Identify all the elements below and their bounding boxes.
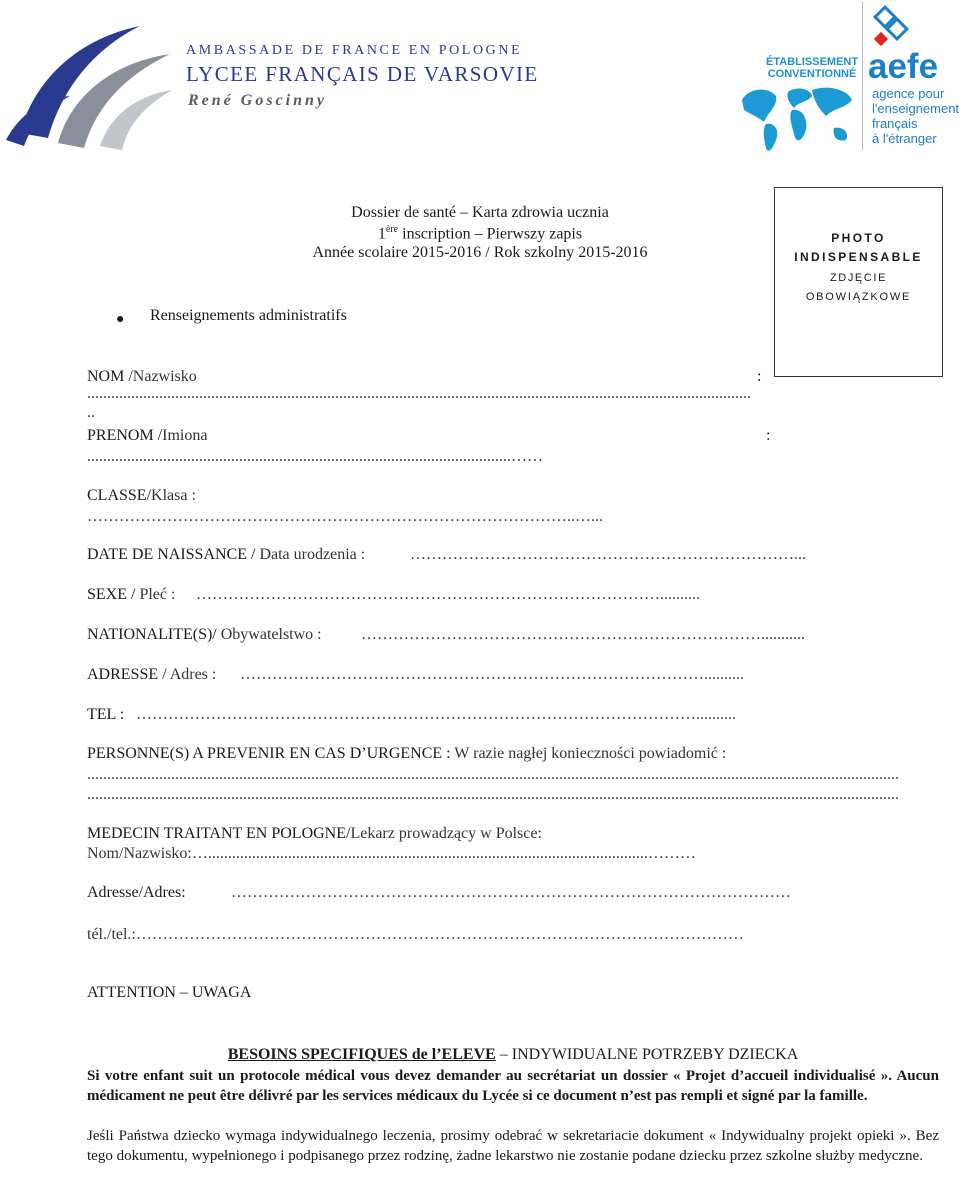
aefe-logo-icon bbox=[872, 4, 912, 52]
photo-label: PHOTO bbox=[831, 231, 886, 245]
nom-label-fr: NOM / bbox=[87, 368, 133, 385]
besoins-heading bbox=[87, 1046, 939, 1064]
adr-label-pl: Adres : bbox=[169, 666, 217, 683]
attention-label: ATTENTION – UWAGA bbox=[87, 984, 252, 1001]
sexe-label-pl: Pleć : bbox=[139, 586, 176, 603]
medecin-label-fr: MEDECIN TRAITANT EN POLOGNE/ bbox=[87, 825, 351, 842]
medecin-adresse-field[interactable]: …………………………………………………………………………………………… bbox=[231, 884, 791, 901]
tel-row bbox=[87, 706, 124, 724]
urgence-field-2[interactable]: ........................................................................................................................................................................................................... bbox=[87, 786, 899, 803]
besoins-heading-pl: – INDYWIDUALNE POTRZEBY DZIECKA bbox=[495, 1046, 799, 1063]
classe-field[interactable]: ………………………………………………………………………………..…... bbox=[87, 508, 603, 525]
aefe-status-label: ÉTABLISSEMENT CONVENTIONNÉ bbox=[766, 56, 859, 80]
besoins-paragraph-fr bbox=[87, 1066, 939, 1106]
date-label-pl: Data urodzenia : bbox=[259, 546, 366, 563]
sexe-field[interactable]: …………………………………………………………………………….......... bbox=[196, 586, 700, 603]
photo-required-label: INDISPENSABLE bbox=[794, 250, 923, 264]
nom-field[interactable]: ...................................................................................................................................................................... bbox=[87, 385, 751, 402]
medecin-label-pl: Lekarz prowadzący w Polsce: bbox=[350, 825, 542, 842]
aefe-subtitle: agence pour l'enseignement français à l'étranger bbox=[872, 86, 960, 146]
nat-label-fr: NATIONALITE(S)/ bbox=[87, 626, 221, 643]
classe-label-pl: Klasa : bbox=[151, 487, 196, 504]
urgence-label-pl: W razie nagłej konieczności powiadomić : bbox=[454, 745, 727, 762]
title-line-1: Dossier de santé – Karta zdrowia ucznia bbox=[351, 204, 609, 221]
besoins-text-fr: Si votre enfant suit un protocole médical vous devez demander au secrétariat un dossier « Projet d’accueil individualisé ». Aucun médicament ne peut être délivré par les services médicaux du Lycée si ce document n’est pas rempli et signé par la famille. bbox=[87, 1068, 939, 1104]
prenom-field[interactable]: ..........................................................................................................…… bbox=[87, 448, 543, 465]
urgence-row bbox=[87, 745, 726, 763]
medecin-row bbox=[87, 825, 542, 843]
bullet-icon: ● bbox=[116, 312, 125, 327]
sexe-label-fr: SEXE / bbox=[87, 586, 140, 603]
nationalite-field[interactable]: …………………………………………………………………........... bbox=[361, 626, 805, 643]
nom-label bbox=[87, 368, 197, 386]
world-map-icon bbox=[738, 78, 856, 156]
section-title: Renseignements administratifs bbox=[150, 307, 347, 324]
classe-label-fr: CLASSE/ bbox=[87, 487, 152, 504]
nat-label-pl: Obywatelstwo : bbox=[220, 626, 322, 643]
photo-required-label-pl: OBOWIĄZKOWE bbox=[805, 291, 912, 303]
aefe-divider bbox=[862, 2, 863, 150]
adr-label-fr: ADRESSE / bbox=[87, 666, 170, 683]
tel-label: TEL : bbox=[87, 706, 125, 723]
title-line-2 bbox=[180, 224, 780, 243]
prenom-label-fr: PRENOM / bbox=[87, 427, 163, 444]
prenom-label-pl: Imiona bbox=[162, 427, 208, 444]
prenom-colon: : bbox=[766, 427, 771, 444]
title-ordinal: 1 bbox=[377, 225, 386, 243]
urgence-label-fr: PERSONNE(S) A PREVENIR EN CAS D’URGENCE : bbox=[87, 745, 455, 762]
date-naissance-field[interactable]: ………………………………………………………………... bbox=[410, 546, 806, 563]
date-naissance-row bbox=[87, 546, 365, 564]
nom-colon: : bbox=[757, 368, 762, 385]
adresse-field[interactable]: …………………………………………………………………………….......... bbox=[240, 666, 744, 683]
school-subtitle: René Goscinny bbox=[188, 92, 327, 109]
title-line-3: Année scolaire 2015-2016 / Rok szkolny 2015-2016 bbox=[312, 244, 648, 261]
adresse-row bbox=[87, 666, 216, 684]
photo-box bbox=[774, 187, 943, 377]
prenom-label bbox=[87, 427, 207, 445]
medecin-adresse-label: Adresse/Adres: bbox=[87, 884, 186, 901]
nationalite-row bbox=[87, 626, 322, 644]
photo-label-pl: ZDJĘCIE bbox=[829, 272, 888, 284]
title-inscription: inscription – Pierwszy zapis bbox=[398, 225, 583, 243]
urgence-field-1[interactable]: ........................................................................................................................................................................................................... bbox=[87, 766, 899, 783]
besoins-heading-fr: BESOINS SPECIFIQUES de l’ELEVE bbox=[227, 1046, 496, 1063]
medecin-nom-field[interactable]: Nom/Nazwisko:…..............................................................................................................……… bbox=[87, 845, 696, 862]
besoins-paragraph-pl: Jeśli Państwa dziecko wymaga indywidualnego leczenia, prosimy odebrać w sekretariacie dokument « Indywidualny projekt opieki ». Bez tego dokumentu, wypełnionego i podpisanego przez rodzinę, żadne lekarstwo nie zostanie podane dziecku przez szkolne służby medyczne. bbox=[87, 1128, 939, 1164]
date-label-fr: DATE DE NAISSANCE / bbox=[87, 546, 260, 563]
tel-field[interactable]: …………………………………………………………………………………………….......... bbox=[136, 706, 736, 723]
sexe-row bbox=[87, 586, 175, 604]
embassy-line: AMBASSADE DE FRANCE EN POLOGNE bbox=[186, 43, 523, 58]
classe-label bbox=[87, 487, 196, 505]
school-name: LYCEE FRANÇAIS DE VARSOVIE bbox=[186, 62, 539, 86]
aefe-name: aefe bbox=[868, 47, 939, 86]
medecin-tel-field[interactable]: tél./tel.:…………………………………………………………………………………………………… bbox=[87, 926, 744, 943]
school-swoosh-logo bbox=[0, 18, 175, 158]
nom-label-pl: Nazwisko bbox=[132, 368, 197, 385]
nom-field-cont[interactable]: .. bbox=[87, 404, 95, 421]
title-ordinal-sup: ère bbox=[385, 224, 399, 235]
